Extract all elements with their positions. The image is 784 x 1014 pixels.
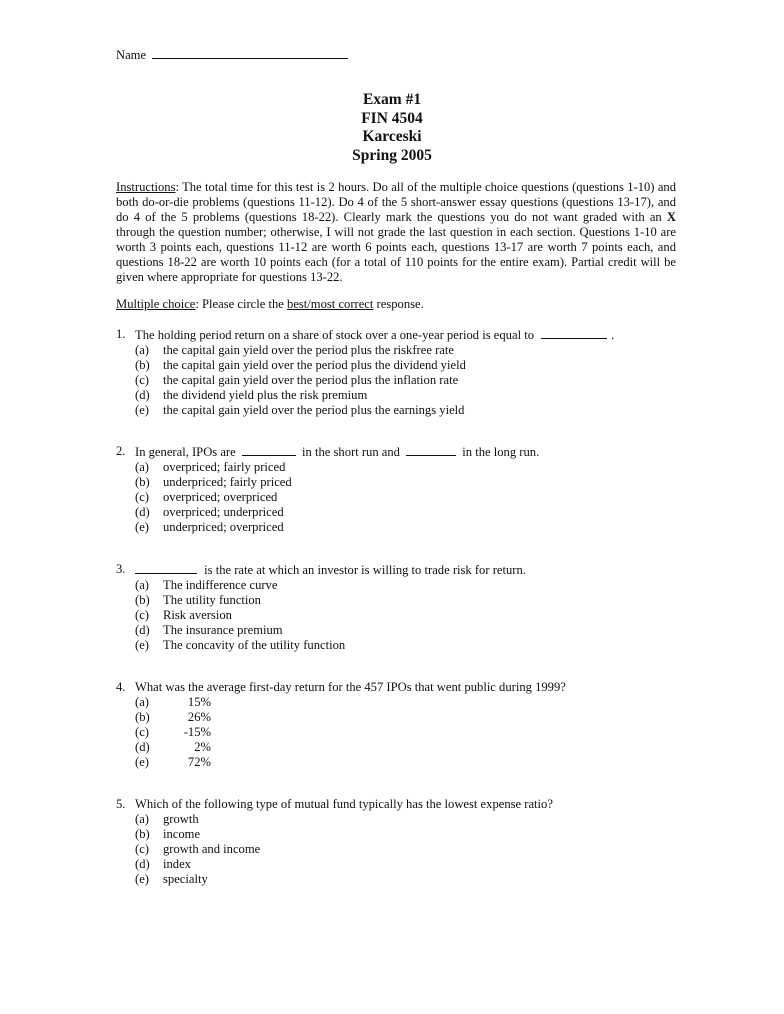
instructions-text-1: : The total time for this test is 2 hours. Do all of the multiple choice questions (questions 1-10) and both do-or-die problems (questions 11-12). Do 4 of the 5 short-answer essay questions (questions 13-17), and do 4 of the 5 problems (questions 18-22). Clearly mark the questions you do not want graded with an xyxy=(116,180,676,224)
option-e[interactable]: (e) underpriced; overpriced xyxy=(135,520,284,534)
question-2 xyxy=(116,444,676,535)
instructions-text-2: through the question number; otherwise, I will not grade the last question in each section. Questions 1-10 are worth 3 points each, questions 11-12 are worth 6 points each, questions 13-17 are worth 7 points each, and questions 18-22 are worth 10 points each (for a total of 110 points for the entire exam). Partial credit will be given where appropriate for questions 13-22. xyxy=(116,225,676,284)
multiple-choice-emphasis: best/most correct xyxy=(287,297,374,311)
option-c[interactable]: (c) growth and income xyxy=(135,842,261,856)
option-a[interactable]: (a) overpriced; fairly priced xyxy=(135,460,286,474)
answer-blank xyxy=(406,444,456,456)
option-c[interactable]: (c) -15% xyxy=(135,725,211,739)
exam-header xyxy=(0,91,784,165)
multiple-choice-label: Multiple choice xyxy=(116,297,196,311)
multiple-choice-text: : Please circle the xyxy=(195,297,288,311)
options-list xyxy=(116,695,676,770)
options-list xyxy=(116,460,676,535)
question-number: 1. xyxy=(116,327,126,341)
question-stem: 4. What was the average first-day return for the 457 IPOs that went public during 1999? xyxy=(116,680,566,694)
options-list xyxy=(116,343,676,418)
answer-blank xyxy=(242,444,296,456)
option-d[interactable]: (d) index xyxy=(135,857,191,871)
course-code: FIN 4504 xyxy=(361,109,423,127)
option-d[interactable]: (d) The insurance premium xyxy=(135,623,283,637)
exam-title: Exam #1 xyxy=(362,91,422,108)
question-3 xyxy=(116,562,676,653)
question-stem: 1. The holding period return on a share of stock over a one-year period is equal to . xyxy=(116,327,615,342)
question-stem: 3. is the rate at which an investor is willing to trade risk for return. xyxy=(116,562,526,577)
instructions-label: Instructions xyxy=(116,180,176,194)
answer-blank xyxy=(135,562,197,574)
question-4 xyxy=(116,680,676,770)
option-d[interactable]: (d) the dividend yield plus the risk premium xyxy=(135,388,368,402)
instructions-paragraph xyxy=(116,180,676,285)
option-a[interactable]: (a) The indifference curve xyxy=(135,578,278,592)
name-label: Name xyxy=(116,48,147,62)
question-number: 5. xyxy=(116,797,126,811)
answer-blank xyxy=(541,327,607,339)
term: Spring 2005 xyxy=(352,146,432,164)
question-5 xyxy=(116,797,676,887)
option-b[interactable]: (b) underpriced; fairly priced xyxy=(135,475,292,489)
option-c[interactable]: (c) Risk aversion xyxy=(135,608,232,622)
option-e[interactable]: (e) the capital gain yield over the period plus the earnings yield xyxy=(135,403,465,417)
option-a[interactable]: (a) 15% xyxy=(135,695,211,709)
option-c[interactable]: (c) the capital gain yield over the period plus the inflation rate xyxy=(135,373,459,387)
option-b[interactable]: (b) the capital gain yield over the period plus the dividend yield xyxy=(135,358,466,372)
option-d[interactable]: (d) 2% xyxy=(135,740,211,754)
question-stem: 5. Which of the following type of mutual fund typically has the lowest expense ratio? xyxy=(116,797,553,811)
name-blank-line[interactable] xyxy=(152,46,348,59)
option-a[interactable]: (a) growth xyxy=(135,812,199,826)
options-list xyxy=(116,812,676,887)
question-number: 2. xyxy=(116,444,126,458)
multiple-choice-text-end: response. xyxy=(373,297,424,311)
name-field-row xyxy=(116,46,348,63)
instructions-x-mark: X xyxy=(666,210,676,224)
question-stem: 2. In general, IPOs are in the short run and in the long run. xyxy=(116,444,540,459)
question-number: 4. xyxy=(116,680,126,694)
option-e[interactable]: (e) specialty xyxy=(135,872,208,886)
options-list xyxy=(116,578,676,653)
option-e[interactable]: (e) The concavity of the utility function xyxy=(135,638,346,652)
question-number: 3. xyxy=(116,562,126,576)
option-b[interactable]: (b) 26% xyxy=(135,710,211,724)
question-1 xyxy=(116,327,676,418)
option-b[interactable]: (b) The utility function xyxy=(135,593,261,607)
option-d[interactable]: (d) overpriced; underpriced xyxy=(135,505,284,519)
multiple-choice-heading xyxy=(116,297,424,312)
option-e[interactable]: (e) 72% xyxy=(135,755,211,769)
option-b[interactable]: (b) income xyxy=(135,827,201,841)
option-a[interactable]: (a) the capital gain yield over the period plus the riskfree rate xyxy=(135,343,454,357)
option-c[interactable]: (c) overpriced; overpriced xyxy=(135,490,278,504)
instructor-name: Karceski xyxy=(362,128,422,145)
